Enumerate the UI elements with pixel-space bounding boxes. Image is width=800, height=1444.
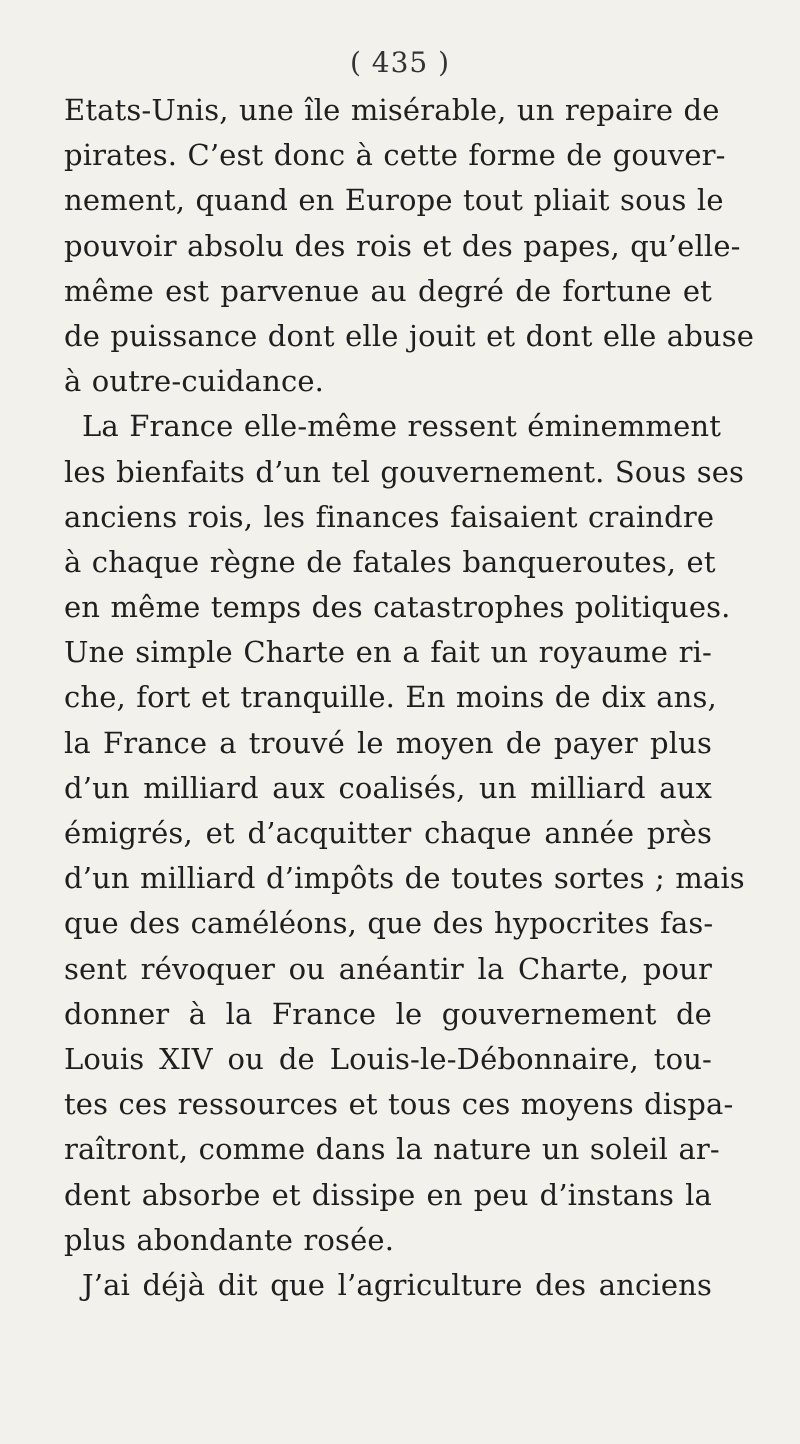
text-line: les bienfaits d’un tel gouvernement. Sous ses	[64, 454, 745, 489]
text-line: émigrés, et d’acquitter chaque année près	[64, 816, 712, 850]
text-line: donner à la France le gouvernement de	[64, 996, 712, 1031]
text-line: Etats-Unis, une île misérable, un repaire de	[64, 93, 720, 127]
text-line: tes ces ressources et tous ces moyens dispa-	[64, 1087, 734, 1122]
page-text	[64, 88, 755, 1308]
text-line: de puissance dont elle jouit et dont elle abuse	[64, 318, 755, 353]
text-line: dent absorbe et dissipe en peu d’instans la	[64, 1177, 712, 1212]
text-line: La France elle-même ressent éminemment	[82, 409, 722, 444]
text-line: pouvoir absolu des rois et des papes, qu’elle-	[64, 228, 741, 263]
text-line: Une simple Charte en a fait un royaume ri-	[64, 635, 712, 670]
text-line: plus abondante rosée.	[64, 1222, 395, 1257]
text-line: sent révoquer ou anéantir la Charte, pour	[64, 951, 712, 986]
text-line: nement, quand en Europe tout pliait sous le	[64, 183, 724, 218]
text-line: J’ai déjà dit que l’agriculture des anciens	[82, 1267, 712, 1302]
text-line: à chaque règne de fatales banqueroutes, et	[64, 544, 716, 579]
text-line: d’un milliard d’impôts de toutes sortes ; mais	[64, 861, 745, 896]
text-line: che, fort et tranquille. En moins de dix ans,	[64, 680, 717, 715]
text-line: à outre-cuidance.	[64, 364, 325, 399]
text-line: que des caméléons, que des hypocrites fas-	[64, 906, 714, 941]
text-line: pirates. C’est donc à cette forme de gouver-	[64, 138, 726, 173]
text-line: Louis XIV ou de Louis-le-Débonnaire, tou-	[64, 1041, 712, 1076]
text-line: anciens rois, les finances faisaient craindre	[64, 499, 715, 534]
page-number: ( 435 )	[349, 46, 451, 79]
text-line: même est parvenue au degré de fortune et	[64, 273, 712, 308]
text-line: d’un milliard aux coalisés, un milliard aux	[64, 770, 712, 805]
text-line: raîtront, comme dans la nature un soleil ar-	[64, 1132, 720, 1167]
text-line: la France a trouvé le moyen de payer plus	[64, 725, 712, 760]
text-line: en même temps des catastrophes politiques.	[64, 590, 731, 625]
